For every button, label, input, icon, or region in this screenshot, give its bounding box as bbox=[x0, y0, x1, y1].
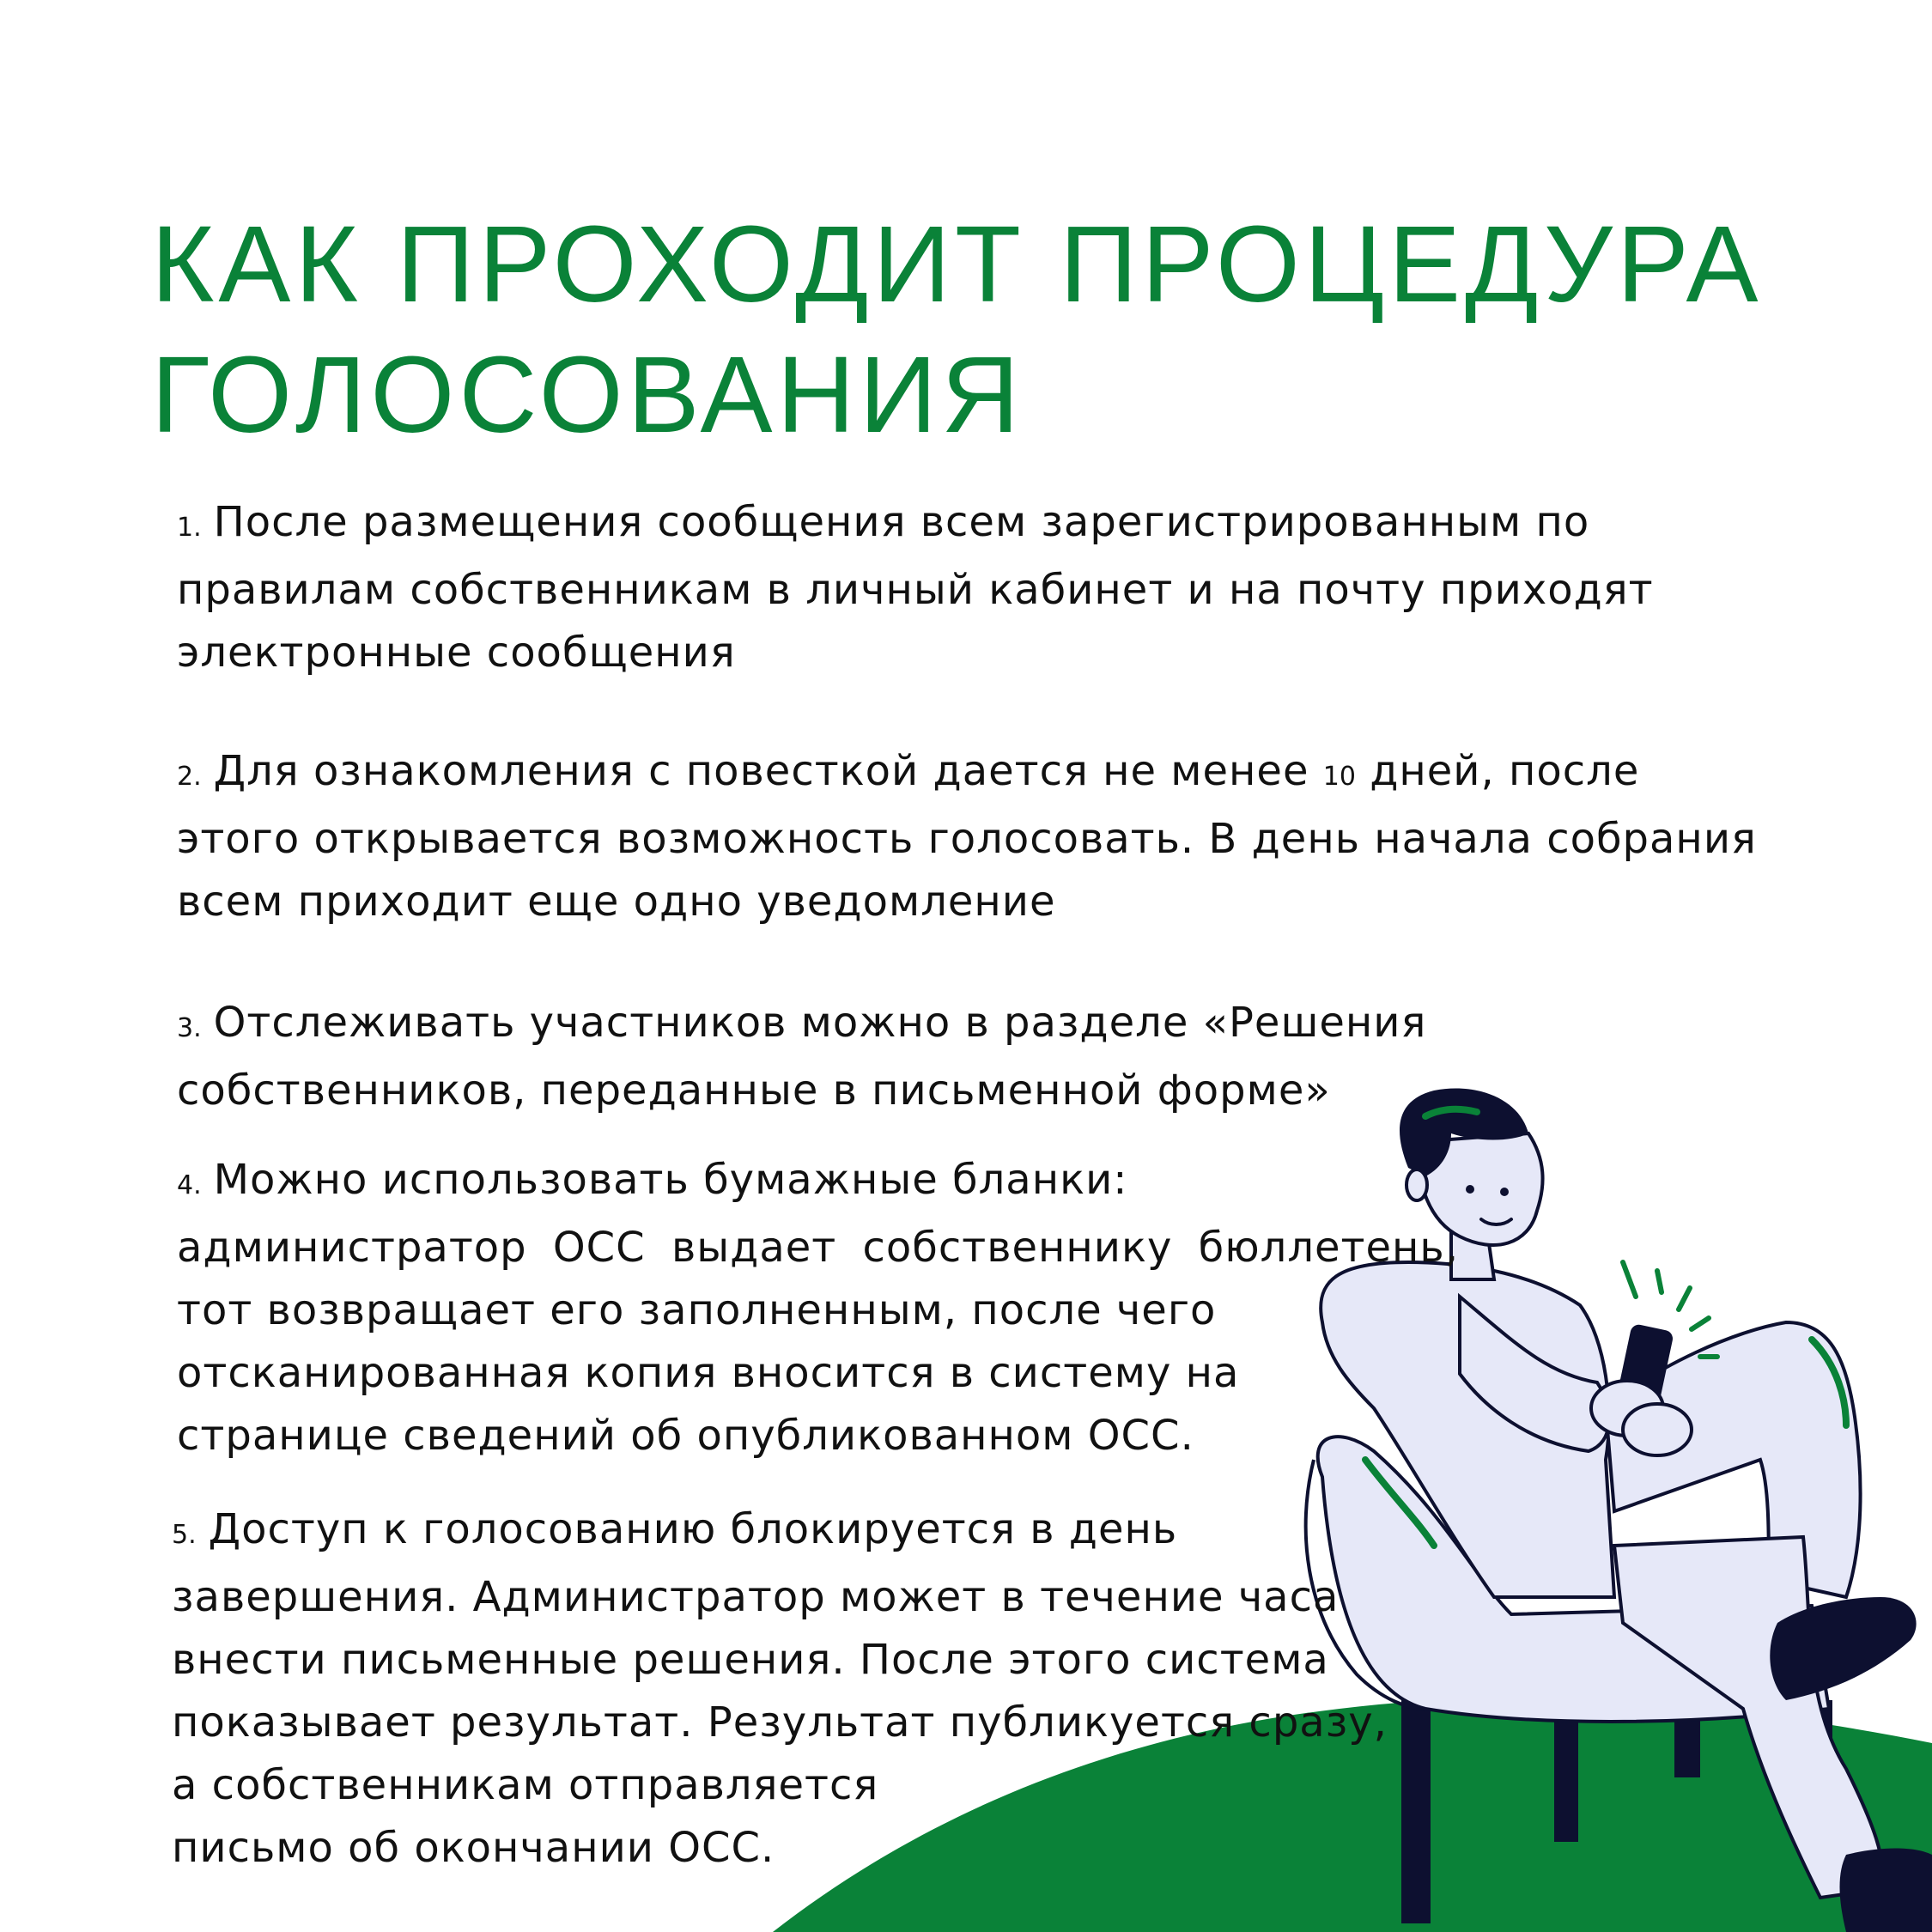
title-line-2: ГОЛОСОВАНИЯ bbox=[151, 334, 1024, 455]
eye bbox=[1466, 1185, 1474, 1194]
list-item-text: дней, после bbox=[1370, 747, 1640, 795]
list-item-line bbox=[172, 1498, 1388, 1566]
chair-leg bbox=[1554, 1704, 1578, 1842]
list-item-line bbox=[177, 740, 1757, 808]
list-item-text: внести письменные решения. После этого система bbox=[172, 1636, 1329, 1684]
list-item-number: 4. bbox=[177, 1170, 202, 1200]
list-item-text: Можно использовать бумажные бланки: bbox=[213, 1156, 1128, 1204]
list-item-text: отсканированная копия вносится в систему на bbox=[177, 1349, 1240, 1397]
list-item bbox=[177, 992, 1426, 1122]
eye bbox=[1500, 1188, 1509, 1196]
page-title bbox=[151, 199, 1868, 460]
shoe bbox=[1840, 1849, 1932, 1932]
hand bbox=[1623, 1404, 1692, 1455]
days-count: 10 bbox=[1322, 762, 1356, 792]
list-item-line bbox=[177, 491, 1654, 559]
list-item-number: 1. bbox=[177, 513, 202, 543]
list-item-text: тот возвращает его заполненным, после чего bbox=[177, 1286, 1217, 1334]
list-item-number: 3. bbox=[177, 1013, 202, 1043]
list-item-text: правилам собственникам в личный кабинет и на почту приходят bbox=[177, 566, 1654, 614]
list-item-text: собственников, переданные в письменной форме» bbox=[177, 1066, 1331, 1115]
list-item-text: Отслеживать участников можно в разделе «Решения bbox=[213, 999, 1427, 1047]
list-item-text: показывает результат. Результат публикуется сразу, bbox=[172, 1698, 1388, 1747]
list-item-text: а собственникам отправляется bbox=[172, 1761, 879, 1809]
list-item-text: странице сведений об опубликованном ОСС. bbox=[177, 1412, 1194, 1460]
list-item-text: завершения. Администратор может в течение часа bbox=[172, 1573, 1340, 1621]
list-item-line bbox=[177, 992, 1426, 1060]
list-item bbox=[172, 1498, 1388, 1880]
list-item-text: Для ознакомления с повесткой дается не менее bbox=[213, 747, 1309, 795]
list-item-text: администратор ОСС выдает собственнику бюллетень, bbox=[177, 1224, 1459, 1272]
list-item bbox=[177, 740, 1757, 933]
list-item-text: этого открывается возможность голосовать. В день начала собрания bbox=[177, 815, 1757, 863]
list-item bbox=[177, 1149, 1459, 1467]
title-line-1: КАК ПРОХОДИТ ПРОЦЕДУРА bbox=[151, 204, 1763, 325]
list-item-number: 5. bbox=[172, 1520, 197, 1550]
list-item-number: 2. bbox=[177, 762, 202, 792]
list-item bbox=[177, 491, 1654, 684]
list-item-text: письмо об окончании ОСС. bbox=[172, 1824, 775, 1872]
list-item-line bbox=[177, 1149, 1459, 1217]
list-item-text: После размещения сообщения всем зарегистрированным по bbox=[213, 498, 1590, 546]
list-item-text: Доступ к голосованию блокируется в день bbox=[208, 1505, 1178, 1553]
list-item-text: электронные сообщения bbox=[177, 629, 736, 677]
list-item-text: всем приходит еще одно уведомление bbox=[177, 878, 1056, 926]
